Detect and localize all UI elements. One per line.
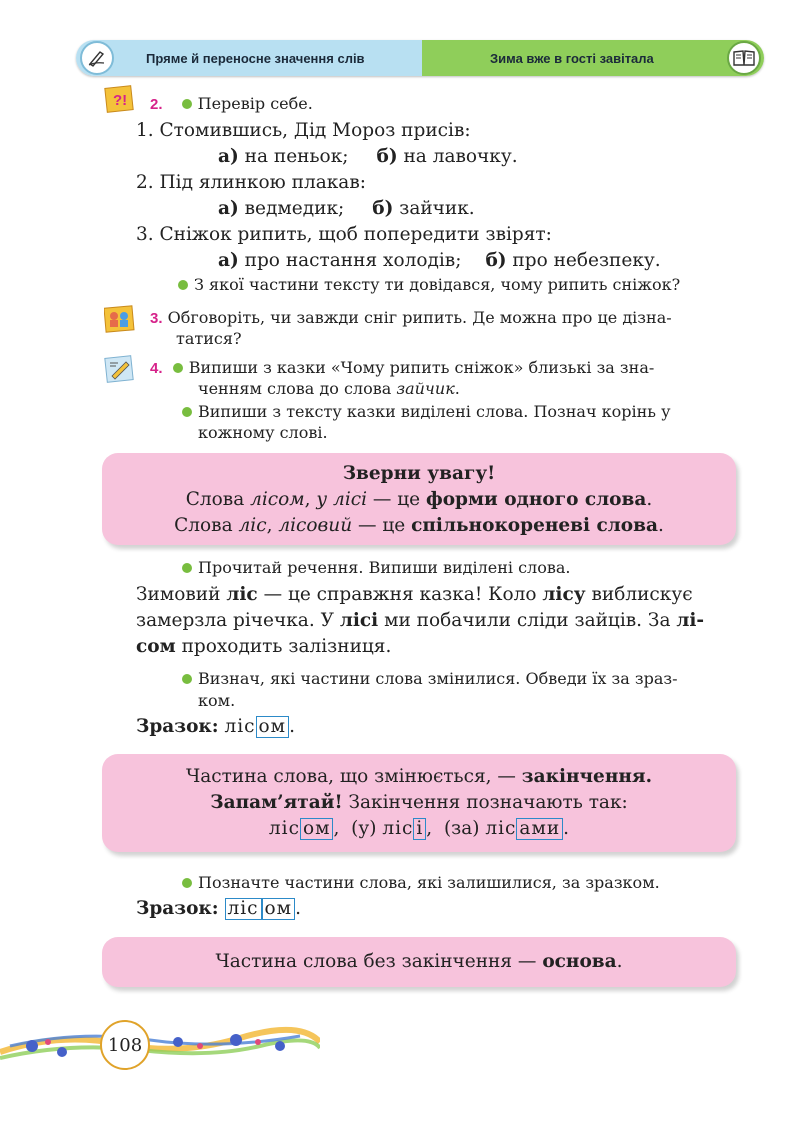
bullet-icon xyxy=(182,563,192,573)
stem-box: Частина слова без закінчення — основа. xyxy=(102,937,736,987)
header-right xyxy=(422,40,764,76)
header-left xyxy=(76,40,422,76)
task2-q3-options: а) про настання холодів; б) про небезпеку. xyxy=(218,250,661,271)
attention-line2: Слова ліс, лісовий — це спільнокореневі слова. xyxy=(174,515,664,536)
write-icon xyxy=(104,354,134,382)
bullet-icon xyxy=(182,674,192,684)
ending-line1: Частина слова, що змінюється, — закінчення. xyxy=(185,766,653,787)
task2-heading xyxy=(150,93,313,115)
page-header xyxy=(76,40,764,76)
bullet-icon xyxy=(178,280,188,290)
bullet-icon xyxy=(182,407,192,417)
reading-line2: замерзла річечка. У лісі ми побачили сліди зайців. За лі- xyxy=(136,610,705,631)
footer-ornament xyxy=(0,1012,320,1074)
task2-q2-options: а) ведмедик; б) зайчик. xyxy=(218,198,475,219)
task2-q1-prompt: 1. Стомившись, Дід Мороз присів: xyxy=(136,120,471,141)
header-left-title: Пряме й переносне значення слів xyxy=(146,50,365,66)
ending-box xyxy=(102,754,736,852)
define-line2: ком. xyxy=(198,691,236,710)
self-check-icon xyxy=(104,84,134,112)
page-number: 108 xyxy=(100,1020,150,1070)
task2-q3-prompt: 3. Сніжок рипить, щоб попередити звірят: xyxy=(136,224,552,245)
attention-line1: Слова лісом, у лісі — це форми одного слова. xyxy=(185,489,653,510)
svg-text:?!: ?! xyxy=(113,92,128,109)
ending-frame: ом xyxy=(262,898,296,920)
task4-number: 4. xyxy=(150,360,163,377)
attention-box xyxy=(102,453,736,545)
mark-sample: Зразок: ліс ом . xyxy=(136,898,301,919)
task4-bullet2-line1: Випиши з тексту казки виділені слова. Познач корінь у xyxy=(182,401,671,422)
ending-line2: Запам’ятай! Закінчення позначають так: xyxy=(210,792,628,813)
book-icon xyxy=(727,41,761,75)
bullet-icon xyxy=(182,99,192,109)
stem-frame: ліс xyxy=(225,898,262,920)
define-line1: Визнач, які частини слова змінилися. Обведи їх за зраз- xyxy=(182,668,678,689)
task3-number: 3. xyxy=(150,310,163,327)
task3-line1: 3. Обговоріть, чи завжди сніг рипить. Де можна про це дізна- xyxy=(150,308,672,327)
pen-icon xyxy=(80,41,114,75)
attention-title: Зверни увагу! xyxy=(342,463,496,484)
task2-instruction: Перевір себе. xyxy=(197,94,313,113)
bullet-icon xyxy=(182,878,192,888)
mark-instruction: Позначте частини слова, які залишилися, за зразком. xyxy=(182,872,660,893)
ending-frame: ом xyxy=(256,716,290,738)
task4-bullet2-line2: кожному слові. xyxy=(198,423,328,442)
task2-number: 2. xyxy=(150,96,163,113)
task2-question: З якої частини тексту ти довідався, чому рипить сніжок? xyxy=(178,274,680,295)
header-right-title: Зима вже в гості завітала xyxy=(490,50,654,66)
discuss-icon xyxy=(104,304,134,332)
task2-q1-options: а) на пеньок; б) на лавочку. xyxy=(218,146,518,167)
task4-bullet1-line2: ченням слова до слова зайчик. xyxy=(198,379,460,398)
task4-bullet1-line1: 4. Випиши з казки «Чому рипить сніжок» близькі за зна- xyxy=(150,358,655,377)
reading-instruction: Прочитай речення. Випиши виділені слова. xyxy=(182,557,570,578)
ending-examples: ліс ом , (у) ліс і , (за) ліс ами . xyxy=(268,818,570,839)
task2-q2-prompt: 2. Під ялинкою плакав: xyxy=(136,172,366,193)
reading-line3: сом проходить залізниця. xyxy=(136,636,392,657)
define-sample: Зразок: ліс ом . xyxy=(136,716,295,737)
reading-line1: Зимовий ліс — це справжня казка! Коло лісу виблискує xyxy=(136,584,693,605)
bullet-icon xyxy=(173,363,183,373)
task3-line2: татися? xyxy=(176,329,242,348)
